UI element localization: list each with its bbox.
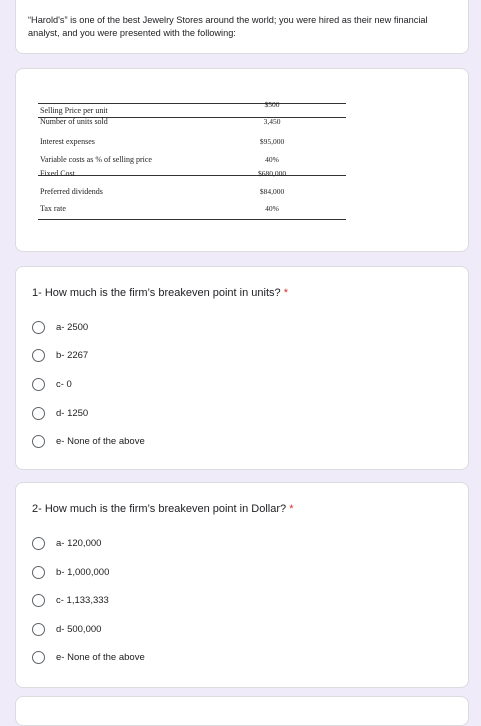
intro-text: “Harold's” is one of the best Jewelry Stores around the world; you were hired as their new financial analyst, and you were presented with the following: [28, 15, 428, 38]
table-row [38, 117, 346, 134]
q1-option-b[interactable] [32, 349, 332, 365]
table-row [38, 137, 346, 151]
question-1-text: 1- How much is the firm’s breakeven point in units? [32, 287, 281, 299]
option-label: b- 2267 [56, 350, 89, 361]
q2-option-d[interactable] [32, 623, 332, 639]
radio-button[interactable] [32, 623, 45, 636]
row-label: Number of units sold [40, 117, 108, 126]
row-label: Preferred dividends [40, 187, 103, 196]
table-bottom-rule [38, 219, 346, 220]
row-label: Fixed Cost [40, 169, 75, 178]
question-2-title [32, 503, 293, 515]
question-2-text: 2- How much is the firm’s breakeven point in Dollar? [32, 503, 287, 515]
question-1-card [15, 266, 469, 470]
option-label: d- 1250 [56, 408, 89, 419]
q1-option-d[interactable] [32, 407, 332, 423]
intro-card [15, 0, 469, 54]
row-value: $500 [264, 100, 280, 109]
radio-button[interactable] [32, 349, 45, 362]
table-row [38, 187, 346, 201]
option-label: a- 2500 [56, 322, 89, 333]
option-label: c- 0 [56, 379, 72, 390]
q1-option-a[interactable] [32, 321, 332, 337]
radio-button[interactable] [32, 566, 45, 579]
radio-button[interactable] [32, 594, 45, 607]
row-value: 40% [265, 204, 279, 213]
table-row [38, 155, 346, 169]
row-value: 3,450 [263, 117, 281, 126]
row-value: $95,000 [259, 137, 285, 146]
radio-button[interactable] [32, 435, 45, 448]
next-question-card [15, 696, 469, 726]
option-label: e- None of the above [56, 652, 145, 663]
row-label: Variable costs as % of selling price [40, 155, 152, 164]
q1-option-c[interactable] [32, 378, 332, 394]
radio-button[interactable] [32, 321, 45, 334]
q2-option-a[interactable] [32, 537, 332, 553]
row-value: $680,000 [257, 169, 287, 178]
row-value: $84,000 [259, 187, 285, 196]
table-row [38, 169, 346, 183]
option-label: c- 1,133,333 [56, 595, 109, 606]
question-2-card [15, 482, 469, 688]
table-row [38, 204, 346, 218]
question-1-title [32, 287, 288, 299]
row-label: Selling Price per unit [40, 106, 108, 115]
required-asterisk: * [289, 503, 294, 515]
option-label: a- 120,000 [56, 538, 102, 549]
row-value: 40% [265, 155, 279, 164]
required-asterisk: * [283, 287, 288, 299]
radio-button[interactable] [32, 651, 45, 664]
radio-button[interactable] [32, 407, 45, 420]
q1-option-e[interactable] [32, 435, 332, 451]
row-label: Tax rate [40, 204, 66, 213]
data-table-card [15, 68, 469, 252]
option-label: d- 500,000 [56, 624, 102, 635]
option-label: e- None of the above [56, 436, 145, 447]
q2-option-c[interactable] [32, 594, 332, 610]
q2-option-b[interactable] [32, 566, 332, 582]
option-label: b- 1,000,000 [56, 567, 110, 578]
radio-button[interactable] [32, 537, 45, 550]
radio-button[interactable] [32, 378, 45, 391]
q2-option-e[interactable] [32, 651, 332, 667]
row-label: Interest expenses [40, 137, 95, 146]
